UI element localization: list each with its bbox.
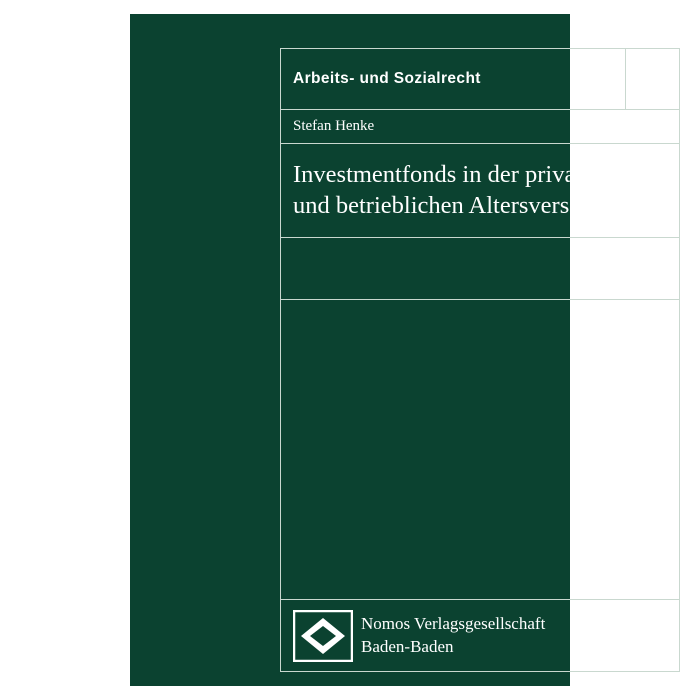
author-name: Stefan Henke [293,118,375,134]
cover-empty-area [280,300,680,600]
nomos-diamond-logo-icon [293,610,353,662]
series-volume-number: 80 [640,66,665,91]
series-title: Arbeits- und Sozialrecht [293,70,481,87]
publisher-band [280,600,680,672]
publisher-name: Nomos Verlagsgesellschaft [361,614,546,634]
author-band [280,110,680,144]
book-title-line-2: und betrieblichen Altersversorgung [293,191,639,219]
series-number-cell [625,49,679,109]
book-cover [130,14,665,686]
publisher-text [361,613,545,657]
book-title-line-1: Investmentfonds in der privaten [293,160,606,188]
subtitle-blank-band [280,238,680,300]
title-band [280,144,680,238]
series-band [280,48,680,110]
publisher-city: Baden-Baden [361,636,454,656]
